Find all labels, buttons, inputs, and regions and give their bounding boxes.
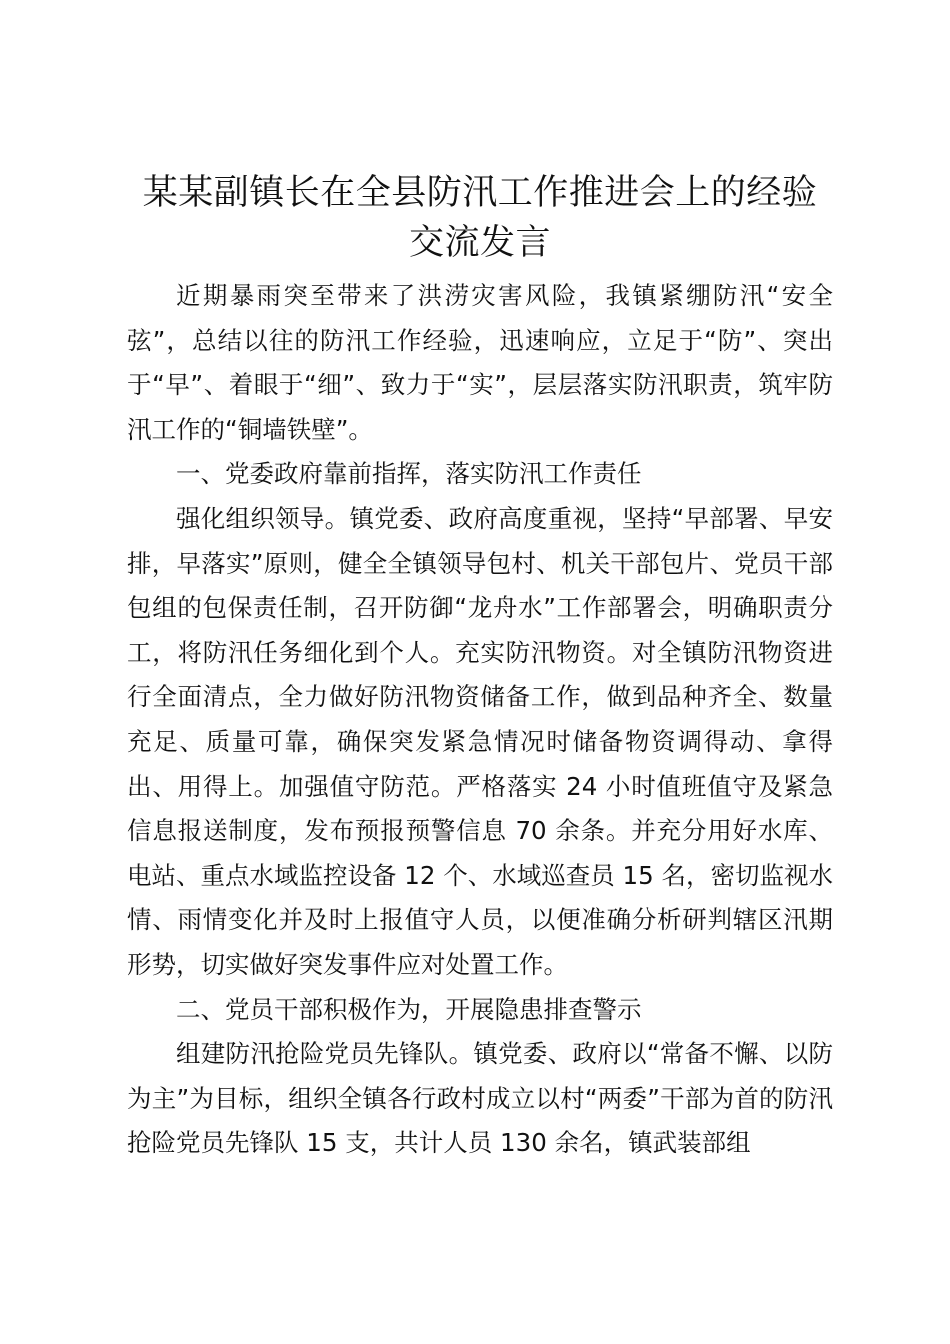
section-2-paragraph: 组建防汛抢险党员先锋队。镇党委、政府以“常备不懈、以防为主”为目标，组织全镇各行政村成立以村“两委”干部为首的防汛抢险党员先锋队 15 支，共计人员 130 余名，镇武装部组 — [127, 1039, 833, 1158]
section-1-heading: 一、党委政府靠前指挥，落实防汛工作责任 — [176, 459, 642, 489]
section-2-heading: 二、党员干部积极作为，开展隐患排查警示 — [176, 994, 642, 1024]
document-title: 某某副镇长在全县防汛工作推进会上的经验交流发言 — [142, 173, 818, 263]
intro-paragraph: 近期暴雨突至带来了洪涝灾害风险，我镇紧绷防汛“安全弦”，总结以往的防汛工作经验，迅速响应，立足于“防”、突出于“早”、着眼于“细”、致力于“实”，层层落实防汛职责，筑牢防汛工作的“铜墙铁壁”。 — [127, 281, 833, 444]
section-1-paragraph: 强化组织领导。镇党委、政府高度重视，坚持“早部署、早安排，早落实”原则，健全全镇领导包村、机关干部包片、党员干部包组的包保责任制，召开防御“龙舟水”工作部署会，明确职责分工，将防汛任务细化到个人。充实防汛物资。对全镇防汛物资进行全面清点，全力做好防汛物资储备工作，做到品种齐全、数量充足、质量可靠，确保突发紧急情况时储备物资调得动、拿得出、用得上。加强值守防范。严格落实 24 小时值班值守及紧急信息报送制度，发布预报预警信息 70 余条。并充分用好水库、电站、重点水域监控设备 12 个、水域巡查员 15 名，密切监视水情、雨情变化并及时上报值守人员，以便准确分析研判辖区汛期形势，切实做好突发事件应对处置工作。 — [127, 503, 833, 979]
document-page — [127, 168, 833, 1166]
